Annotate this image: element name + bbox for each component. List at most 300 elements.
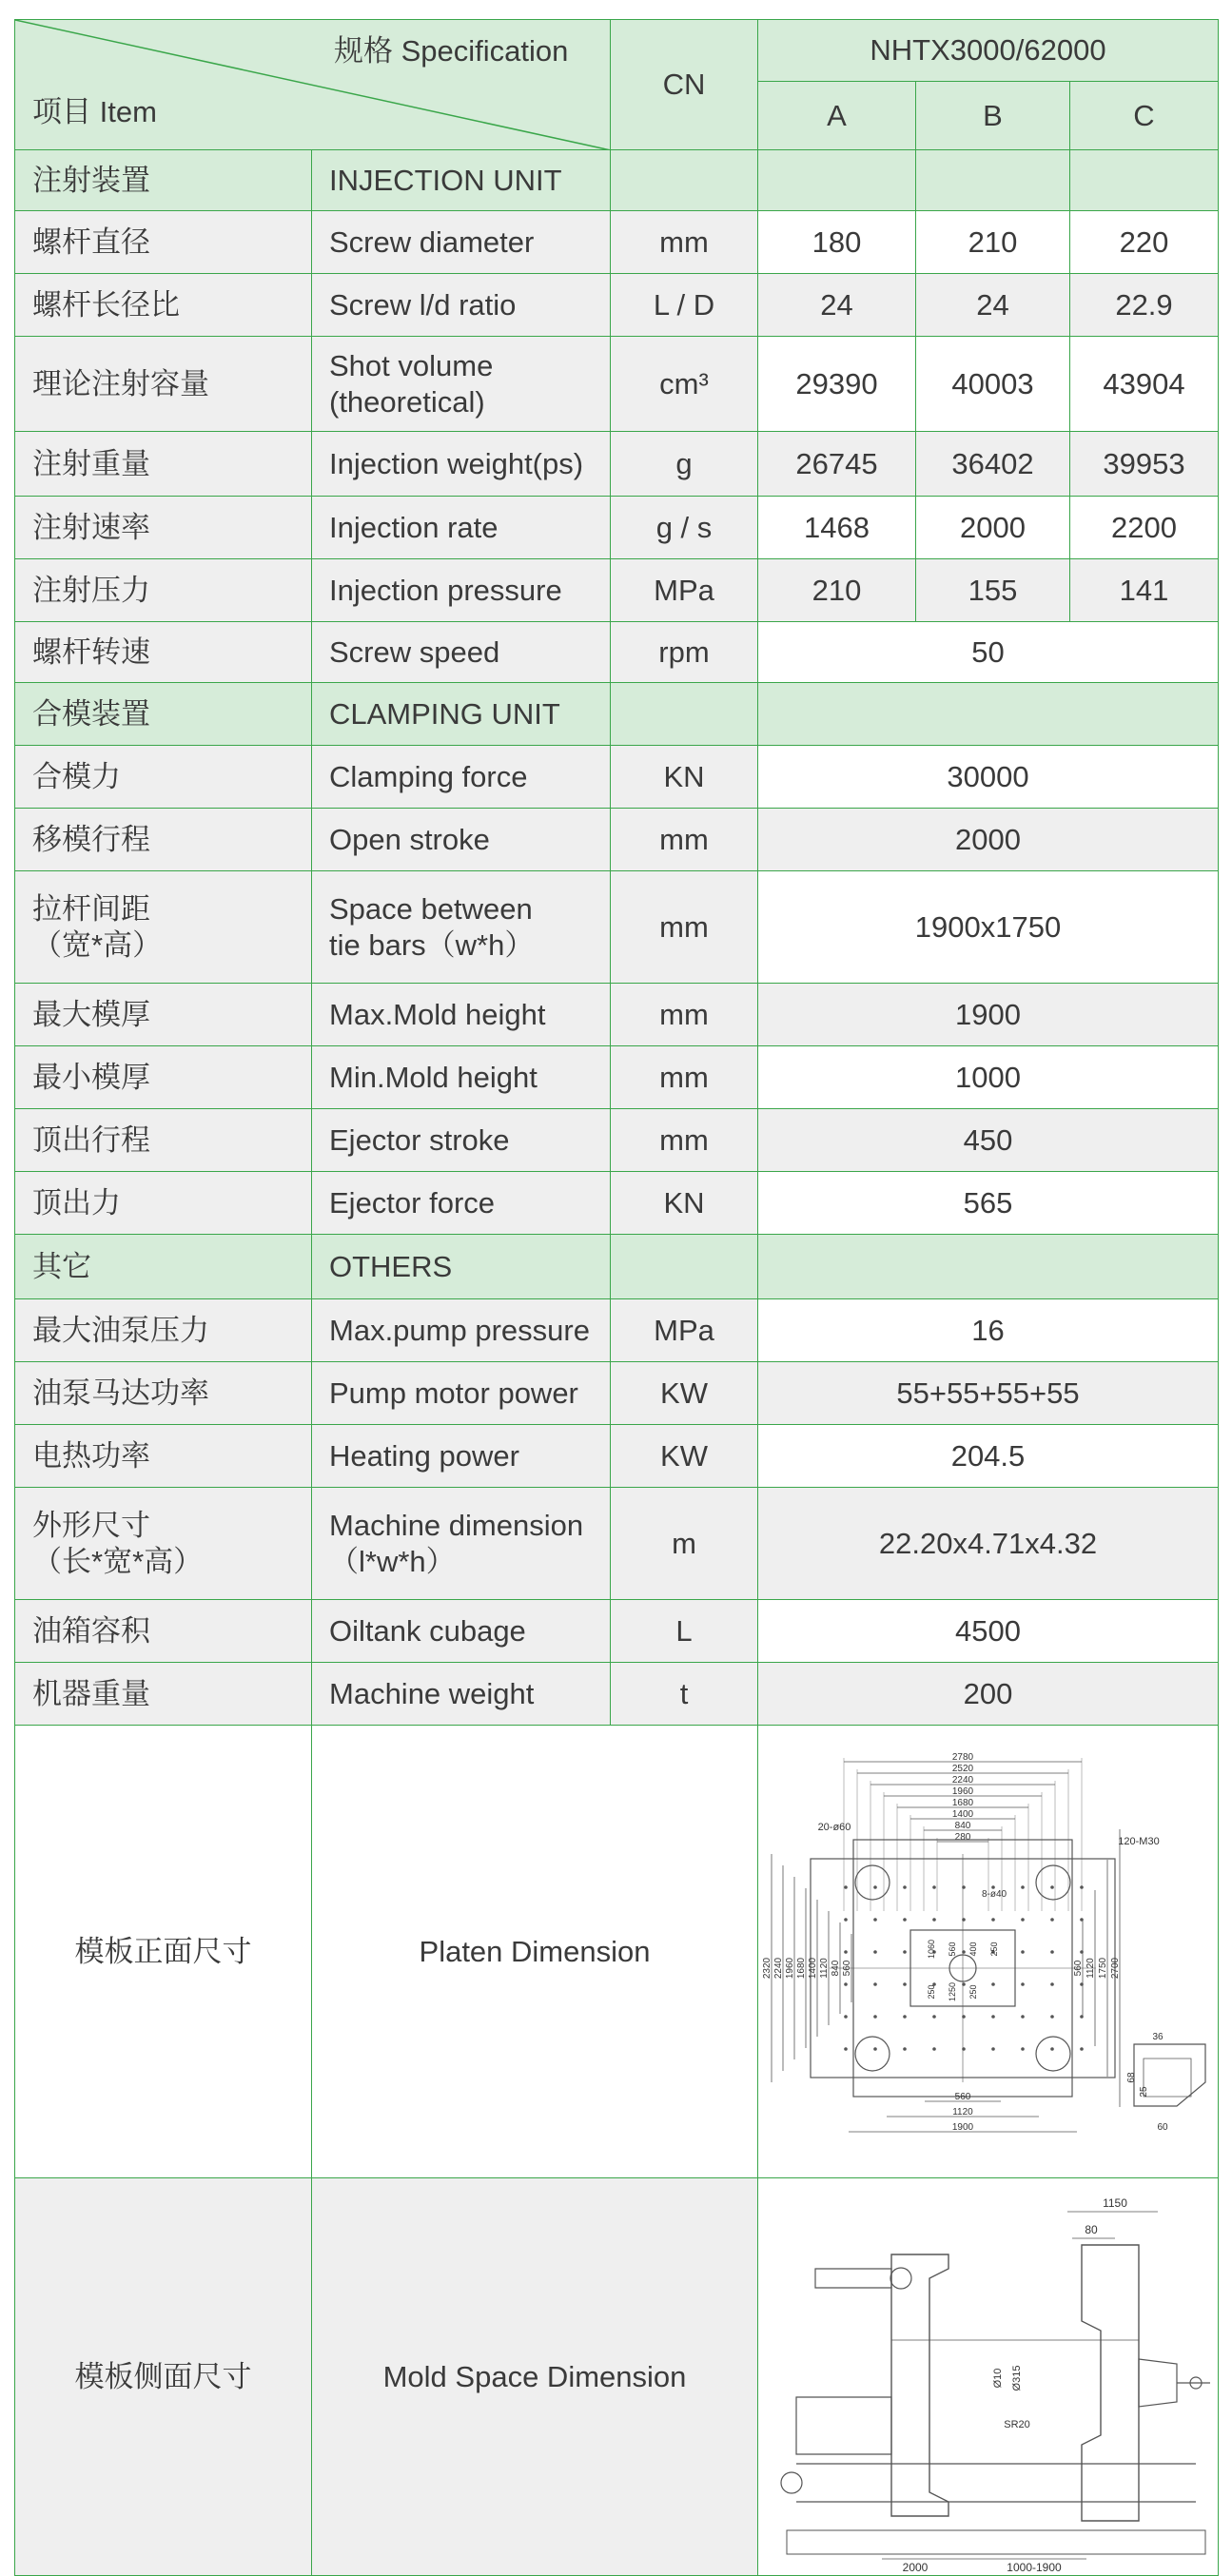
row-unit: [610, 745, 758, 809]
row-label-cn-text: 合模力: [32, 759, 121, 793]
row-label-cn: [14, 1171, 312, 1235]
section-unit-blank: [610, 1234, 758, 1299]
row-label-cn-text: 注射速率: [32, 510, 150, 544]
moving-platen: [891, 2254, 948, 2516]
value-merged: [757, 1361, 1219, 1425]
diameter-label: Ø10: [992, 2368, 1004, 2389]
row-label-cn: [14, 431, 312, 497]
row-unit-text: mm: [659, 224, 709, 259]
row-label-cn-text: 电热功率: [32, 1438, 150, 1473]
value-merged: [757, 983, 1219, 1046]
thread-hole: [844, 2015, 848, 2019]
bottom-pin: [781, 2472, 802, 2493]
row-unit: [610, 1298, 758, 1362]
row-unit: [610, 210, 758, 274]
row-unit: [610, 1361, 758, 1425]
left-dim-label: 1680: [796, 1957, 807, 1980]
section-en: [311, 149, 611, 211]
drawing-label-cn-text: 模板侧面尺寸: [74, 2359, 252, 2393]
thread-hole: [991, 2015, 995, 2019]
top-link: [815, 2269, 891, 2288]
top-dim-label: 80: [1085, 2223, 1098, 2236]
value-merged: [757, 1487, 1219, 1600]
tslot-inner: [1144, 2059, 1191, 2097]
row-label-en-text-line: Shot volume: [329, 348, 494, 382]
value-merged: [757, 1171, 1219, 1235]
center-dim-label: 250: [968, 1984, 978, 2000]
row-unit-text: KW: [660, 1376, 708, 1410]
row-label-en-text: Screw l/d ratio: [329, 287, 517, 322]
row-label-en: [311, 210, 611, 274]
toggle-body: [796, 2397, 891, 2454]
row-unit-text: L / D: [653, 287, 715, 322]
row-unit: [610, 1662, 758, 1726]
section-cn-label: 注射装置: [32, 163, 150, 197]
section-blank: [915, 149, 1070, 211]
thread-hole: [1021, 1950, 1025, 1954]
bottom-dim-label: 1900: [951, 2122, 974, 2133]
section-en-label: OTHERS: [329, 1249, 453, 1283]
center-dim-label: 250: [989, 1942, 999, 1957]
value-text: 43904: [1103, 366, 1185, 400]
drawing-label-en: [311, 2177, 758, 2576]
thread-hole: [844, 1982, 848, 1986]
top-dim-label: 1680: [951, 1798, 974, 1808]
value-b: [915, 496, 1070, 559]
row-unit-text: rpm: [658, 634, 710, 669]
value-c: [1069, 336, 1219, 432]
section-cn: [14, 1234, 312, 1299]
value-text: 220: [1119, 224, 1169, 259]
section-en-label: CLAMPING UNIT: [329, 696, 560, 731]
value-a: [757, 273, 916, 337]
row-unit: [610, 431, 758, 497]
bottom-dim-label: 560: [954, 2092, 971, 2102]
row-label-cn: [14, 1424, 312, 1488]
row-label-en: [311, 496, 611, 559]
value-merged: [757, 1045, 1219, 1109]
tie-bar-hole: [855, 1865, 890, 1900]
row-unit-text: g / s: [655, 510, 713, 544]
section-unit-blank: [610, 149, 758, 211]
value-text: 16: [971, 1313, 1005, 1347]
value-c: [1069, 558, 1219, 622]
bottom-dim-label: 1000-1900: [1007, 2561, 1062, 2574]
row-unit: [610, 621, 758, 683]
section-cn-label: 其它: [32, 1249, 91, 1283]
value-a: [757, 431, 916, 497]
row-label-cn: [14, 336, 312, 432]
row-label-en: [311, 621, 611, 683]
row-label-en: [311, 983, 611, 1046]
row-label-en-text-line: （l*w*h）: [329, 1544, 456, 1578]
value-text: 200: [963, 1676, 1013, 1710]
row-unit: [610, 1487, 758, 1600]
value-merged: [757, 870, 1219, 984]
top-dim-label: 280: [954, 1832, 971, 1843]
bottom-dim-label: 2000: [902, 2561, 929, 2574]
center-dim-label: 560: [948, 1942, 957, 1957]
value-text: 39953: [1103, 446, 1185, 480]
row-unit-text: g: [675, 446, 693, 480]
thread-hole: [844, 1885, 848, 1889]
row-label-cn-text: 油箱容积: [32, 1613, 150, 1648]
value-c: [1069, 210, 1219, 274]
row-label-en-text: Min.Mold height: [329, 1060, 538, 1094]
bottom-dim-label: 1120: [952, 2107, 973, 2117]
tie-bar-hole: [1036, 1865, 1070, 1900]
value-b: [915, 558, 1070, 622]
row-label-cn: [14, 1599, 312, 1663]
value-text: 50: [971, 634, 1005, 669]
left-dim-label: 1400: [808, 1957, 818, 1980]
row-label-cn-text: 最大模厚: [32, 997, 150, 1031]
thread-hole: [873, 1950, 877, 1954]
value-text: 1000: [955, 1060, 1021, 1094]
row-label-en-text: Screw speed: [329, 634, 500, 669]
value-merged: [757, 1662, 1219, 1726]
mold-space-svg: [758, 2178, 1219, 2576]
left-dim-label: 1120: [819, 1958, 830, 1979]
value-a: [757, 496, 916, 559]
row-label-cn-text-line: （长*宽*高）: [32, 1544, 204, 1578]
platen-dimension-drawing: [757, 1725, 1219, 2178]
row-label-en: [311, 1171, 611, 1235]
value-merged: [757, 808, 1219, 871]
thread-hole: [873, 1982, 877, 1986]
row-label-en-text: Heating power: [329, 1438, 519, 1473]
right-dim-label: 1120: [1085, 1958, 1096, 1979]
thread-hole: [1050, 2015, 1054, 2019]
thread-hole: [1050, 1918, 1054, 1922]
variant-header-a: [757, 81, 916, 150]
row-label-cn: [14, 210, 312, 274]
row-label-en-text-line: Space between: [329, 891, 533, 926]
row-unit-text: MPa: [654, 1313, 714, 1347]
value-text: 30000: [947, 759, 1029, 793]
row-label-cn-text: 最大油泵压力: [32, 1313, 209, 1347]
row-label-en: [311, 1599, 611, 1663]
row-label-en: [311, 1108, 611, 1172]
section-blank: [757, 149, 916, 211]
holes-note: 20-ø60: [817, 1822, 851, 1833]
row-label-en-text: Oiltank cubage: [329, 1613, 526, 1648]
value-a: [757, 336, 916, 432]
top-dim-label: 2520: [951, 1764, 974, 1774]
row-label-en: [311, 1487, 611, 1600]
row-label-en-text: Open stroke: [329, 822, 490, 856]
value-text: 22.9: [1115, 287, 1173, 322]
row-label-cn-text: 理论注射容量: [32, 366, 209, 400]
mold-space-drawing: [757, 2177, 1219, 2576]
right-dim-label: 2700: [1110, 1957, 1121, 1980]
variant-header-c: [1069, 81, 1219, 150]
row-unit: [610, 870, 758, 984]
value-text: 204.5: [950, 1438, 1026, 1473]
value-b: [915, 273, 1070, 337]
row-label-en: [311, 431, 611, 497]
left-dim-label: 2320: [762, 1957, 772, 1980]
drawing-label-cn-text: 模板正面尺寸: [74, 1934, 252, 1968]
row-unit-text: m: [672, 1526, 696, 1560]
row-label-cn-text: 顶出力: [32, 1185, 121, 1220]
thread-hole: [1021, 1982, 1025, 1986]
thread-hole: [903, 2047, 907, 2051]
top-dim-label: 1960: [951, 1786, 974, 1797]
thread-hole: [932, 2015, 936, 2019]
row-unit: [610, 983, 758, 1046]
row-label-cn: [14, 621, 312, 683]
section-unit-blank: [610, 682, 758, 746]
thread-hole: [844, 1918, 848, 1922]
thread-hole: [873, 2047, 877, 2051]
row-label-cn: [14, 1487, 312, 1600]
model-header: [757, 19, 1219, 82]
row-label-cn: [14, 1045, 312, 1109]
row-label-cn-text-line: （宽*高）: [32, 927, 163, 962]
row-unit: [610, 336, 758, 432]
value-merged: [757, 1298, 1219, 1362]
row-label-cn-text: 螺杆直径: [32, 224, 150, 259]
thread-hole: [1050, 2047, 1054, 2051]
top-dim-label: 2780: [951, 1752, 974, 1763]
row-unit: [610, 1108, 758, 1172]
row-unit: [610, 558, 758, 622]
row-label-cn: [14, 1662, 312, 1726]
thread-hole: [903, 1950, 907, 1954]
value-text: 1900: [955, 997, 1021, 1031]
top-dim-label: 840: [954, 1821, 971, 1831]
drawing-label-en-text: Platen Dimension: [419, 1934, 651, 1968]
thread-hole: [991, 1982, 995, 1986]
row-label-cn-text-line: 拉杆间距: [32, 891, 150, 926]
value-text: 1468: [804, 510, 870, 544]
drawing-label-cn: [14, 1725, 312, 2178]
value-text: 4500: [955, 1613, 1021, 1648]
row-unit-text: MPa: [654, 573, 714, 607]
nozzle: [1139, 2359, 1177, 2407]
value-text: 40003: [951, 366, 1034, 400]
row-label-en-text: Ejector stroke: [329, 1122, 510, 1157]
value-text: 1900x1750: [914, 909, 1062, 944]
value-text: 29390: [795, 366, 878, 400]
row-label-en-text: Ejector force: [329, 1185, 496, 1220]
drawing-label-cn: [14, 2177, 312, 2576]
thread-hole: [844, 1950, 848, 1954]
value-text: 55+55+55+55: [896, 1376, 1080, 1410]
row-label-cn: [14, 273, 312, 337]
row-label-cn-text-line: 外形尺寸: [32, 1508, 150, 1542]
value-text: 2000: [955, 822, 1021, 856]
thread-hole: [932, 1885, 936, 1889]
value-text: 450: [963, 1122, 1013, 1157]
row-unit: [610, 808, 758, 871]
value-c: [1069, 496, 1219, 559]
model-name: NHTX3000/62000: [870, 33, 1106, 67]
diameter-label: Ø315: [1011, 2365, 1023, 2391]
row-label-en-text: Machine weight: [329, 1676, 535, 1710]
row-unit-text: mm: [659, 997, 709, 1031]
row-label-cn: [14, 1361, 312, 1425]
right-dim-label: 560: [1073, 1960, 1084, 1977]
spec-label: 规格 Specification: [334, 34, 569, 68]
row-label-en-text: Injection weight(ps): [329, 446, 584, 480]
variant-label: A: [827, 98, 847, 132]
row-unit: [610, 496, 758, 559]
row-label-cn: [14, 983, 312, 1046]
row-label-en: [311, 745, 611, 809]
fixed-platen: [1082, 2245, 1139, 2521]
row-label-cn: [14, 870, 312, 984]
row-label-cn-text: 油泵马达功率: [32, 1376, 209, 1410]
center-dim-label: 400: [968, 1942, 978, 1957]
row-label-cn: [14, 1298, 312, 1362]
variant-header-b: [915, 81, 1070, 150]
value-a: [757, 558, 916, 622]
value-merged: [757, 1424, 1219, 1488]
row-label-cn-text: 顶出行程: [32, 1122, 150, 1157]
row-label-en: [311, 273, 611, 337]
value-text: 141: [1119, 573, 1169, 607]
thread-hole: [932, 1918, 936, 1922]
row-label-cn-text: 螺杆长径比: [32, 287, 180, 322]
thread-hole: [1021, 2015, 1025, 2019]
row-unit-text: t: [679, 1676, 689, 1710]
value-merged: [757, 1108, 1219, 1172]
section-cn: [14, 682, 312, 746]
section-en-label: INJECTION UNIT: [329, 163, 562, 197]
row-unit-text: L: [675, 1613, 693, 1648]
value-text: 2200: [1111, 510, 1177, 544]
value-c: [1069, 273, 1219, 337]
value-merged: [757, 745, 1219, 809]
row-unit-text: mm: [659, 1060, 709, 1094]
thread-hole: [844, 2047, 848, 2051]
row-label-cn-text: 移模行程: [32, 822, 150, 856]
value-text: 180: [812, 224, 862, 259]
value-b: [915, 210, 1070, 274]
value-text: 2000: [960, 510, 1026, 544]
small-holes-note: 8-ø40: [981, 1889, 1007, 1900]
thread-hole: [873, 1918, 877, 1922]
item-label: 项目 Item: [32, 95, 157, 128]
drawing-label-en: [311, 1725, 758, 2178]
left-dim-label: 1960: [785, 1957, 795, 1980]
thread-hole: [873, 2015, 877, 2019]
value-c: [1069, 431, 1219, 497]
value-text: 24: [976, 287, 1009, 322]
value-text: 155: [968, 573, 1018, 607]
thread-hole: [1080, 2047, 1084, 2051]
value-text: 26745: [795, 446, 878, 480]
left-dim-label: 560: [842, 1960, 852, 1977]
row-label-en-text: Max.pump pressure: [329, 1313, 590, 1347]
row-label-en-text-line: (theoretical): [329, 384, 485, 419]
row-label-en-text: Injection rate: [329, 510, 499, 544]
center-dim-label: 1060: [927, 1939, 936, 1960]
detail-dim: 36: [1152, 2032, 1164, 2042]
left-dim-label: 2240: [773, 1957, 784, 1980]
drawing-label-en-text: Mold Space Dimension: [382, 2359, 687, 2393]
top-dim-label: 1400: [951, 1809, 974, 1820]
value-text: 36402: [951, 446, 1034, 480]
thread-hole: [903, 1918, 907, 1922]
thread-hole: [1050, 1982, 1054, 1986]
row-unit-text: KN: [663, 1185, 705, 1220]
row-label-cn: [14, 745, 312, 809]
tie-bar-hole: [1036, 2037, 1070, 2071]
row-label-en: [311, 808, 611, 871]
row-label-en: [311, 1298, 611, 1362]
row-label-cn: [14, 558, 312, 622]
center-dim-label: 250: [927, 1984, 936, 2000]
row-unit: [610, 1424, 758, 1488]
thread-hole: [1050, 1950, 1054, 1954]
value-b: [915, 336, 1070, 432]
thread-hole: [873, 1885, 877, 1889]
row-label-en: [311, 558, 611, 622]
left-dim-label: 840: [831, 1960, 841, 1977]
row-unit-text: KN: [663, 759, 705, 793]
thread-hole: [903, 1885, 907, 1889]
platen-svg: [758, 1726, 1219, 2178]
row-unit-text: mm: [659, 909, 709, 944]
row-label-en: [311, 1662, 611, 1726]
row-label-en-text: Pump motor power: [329, 1376, 578, 1410]
row-unit: [610, 1599, 758, 1663]
row-unit-text: cm³: [659, 366, 709, 400]
detail-dim: 68: [1126, 2072, 1137, 2083]
top-dim-label: 2240: [951, 1775, 974, 1786]
value-a: [757, 210, 916, 274]
radius-label: SR20: [1004, 2419, 1030, 2430]
row-label-en-text: Max.Mold height: [329, 997, 546, 1031]
row-label-cn-text: 注射压力: [32, 573, 150, 607]
thread-hole: [991, 1918, 995, 1922]
row-label-en-text: Screw diameter: [329, 224, 535, 259]
row-unit: [610, 1045, 758, 1109]
thread-hole: [1021, 2047, 1025, 2051]
value-text: 24: [820, 287, 853, 322]
row-label-cn-text: 机器重量: [32, 1676, 150, 1710]
right-dim-label: 1750: [1098, 1957, 1108, 1980]
value-text: 565: [963, 1185, 1013, 1220]
tie-bar-hole: [855, 2037, 890, 2071]
row-label-en: [311, 1045, 611, 1109]
row-unit: [610, 1171, 758, 1235]
section-blank: [757, 1234, 1219, 1299]
row-label-en: [311, 336, 611, 432]
unit-header: [610, 19, 758, 150]
detail-dim: 60: [1157, 2122, 1168, 2133]
row-label-en: [311, 1424, 611, 1488]
value-text: 210: [968, 224, 1018, 259]
row-unit: [610, 273, 758, 337]
detail-dim: 25: [1139, 2086, 1149, 2098]
section-en: [311, 682, 611, 746]
value-merged: [757, 1599, 1219, 1663]
section-blank: [757, 682, 1219, 746]
section-blank: [1069, 149, 1219, 211]
row-unit-text: mm: [659, 1122, 709, 1157]
row-label-en-text: Clamping force: [329, 759, 528, 793]
thread-note: 120-M30: [1118, 1836, 1160, 1847]
row-label-cn: [14, 1108, 312, 1172]
row-label-cn-text: 注射重量: [32, 446, 150, 480]
row-unit-text: mm: [659, 822, 709, 856]
section-en: [311, 1234, 611, 1299]
thread-hole: [1021, 1885, 1025, 1889]
